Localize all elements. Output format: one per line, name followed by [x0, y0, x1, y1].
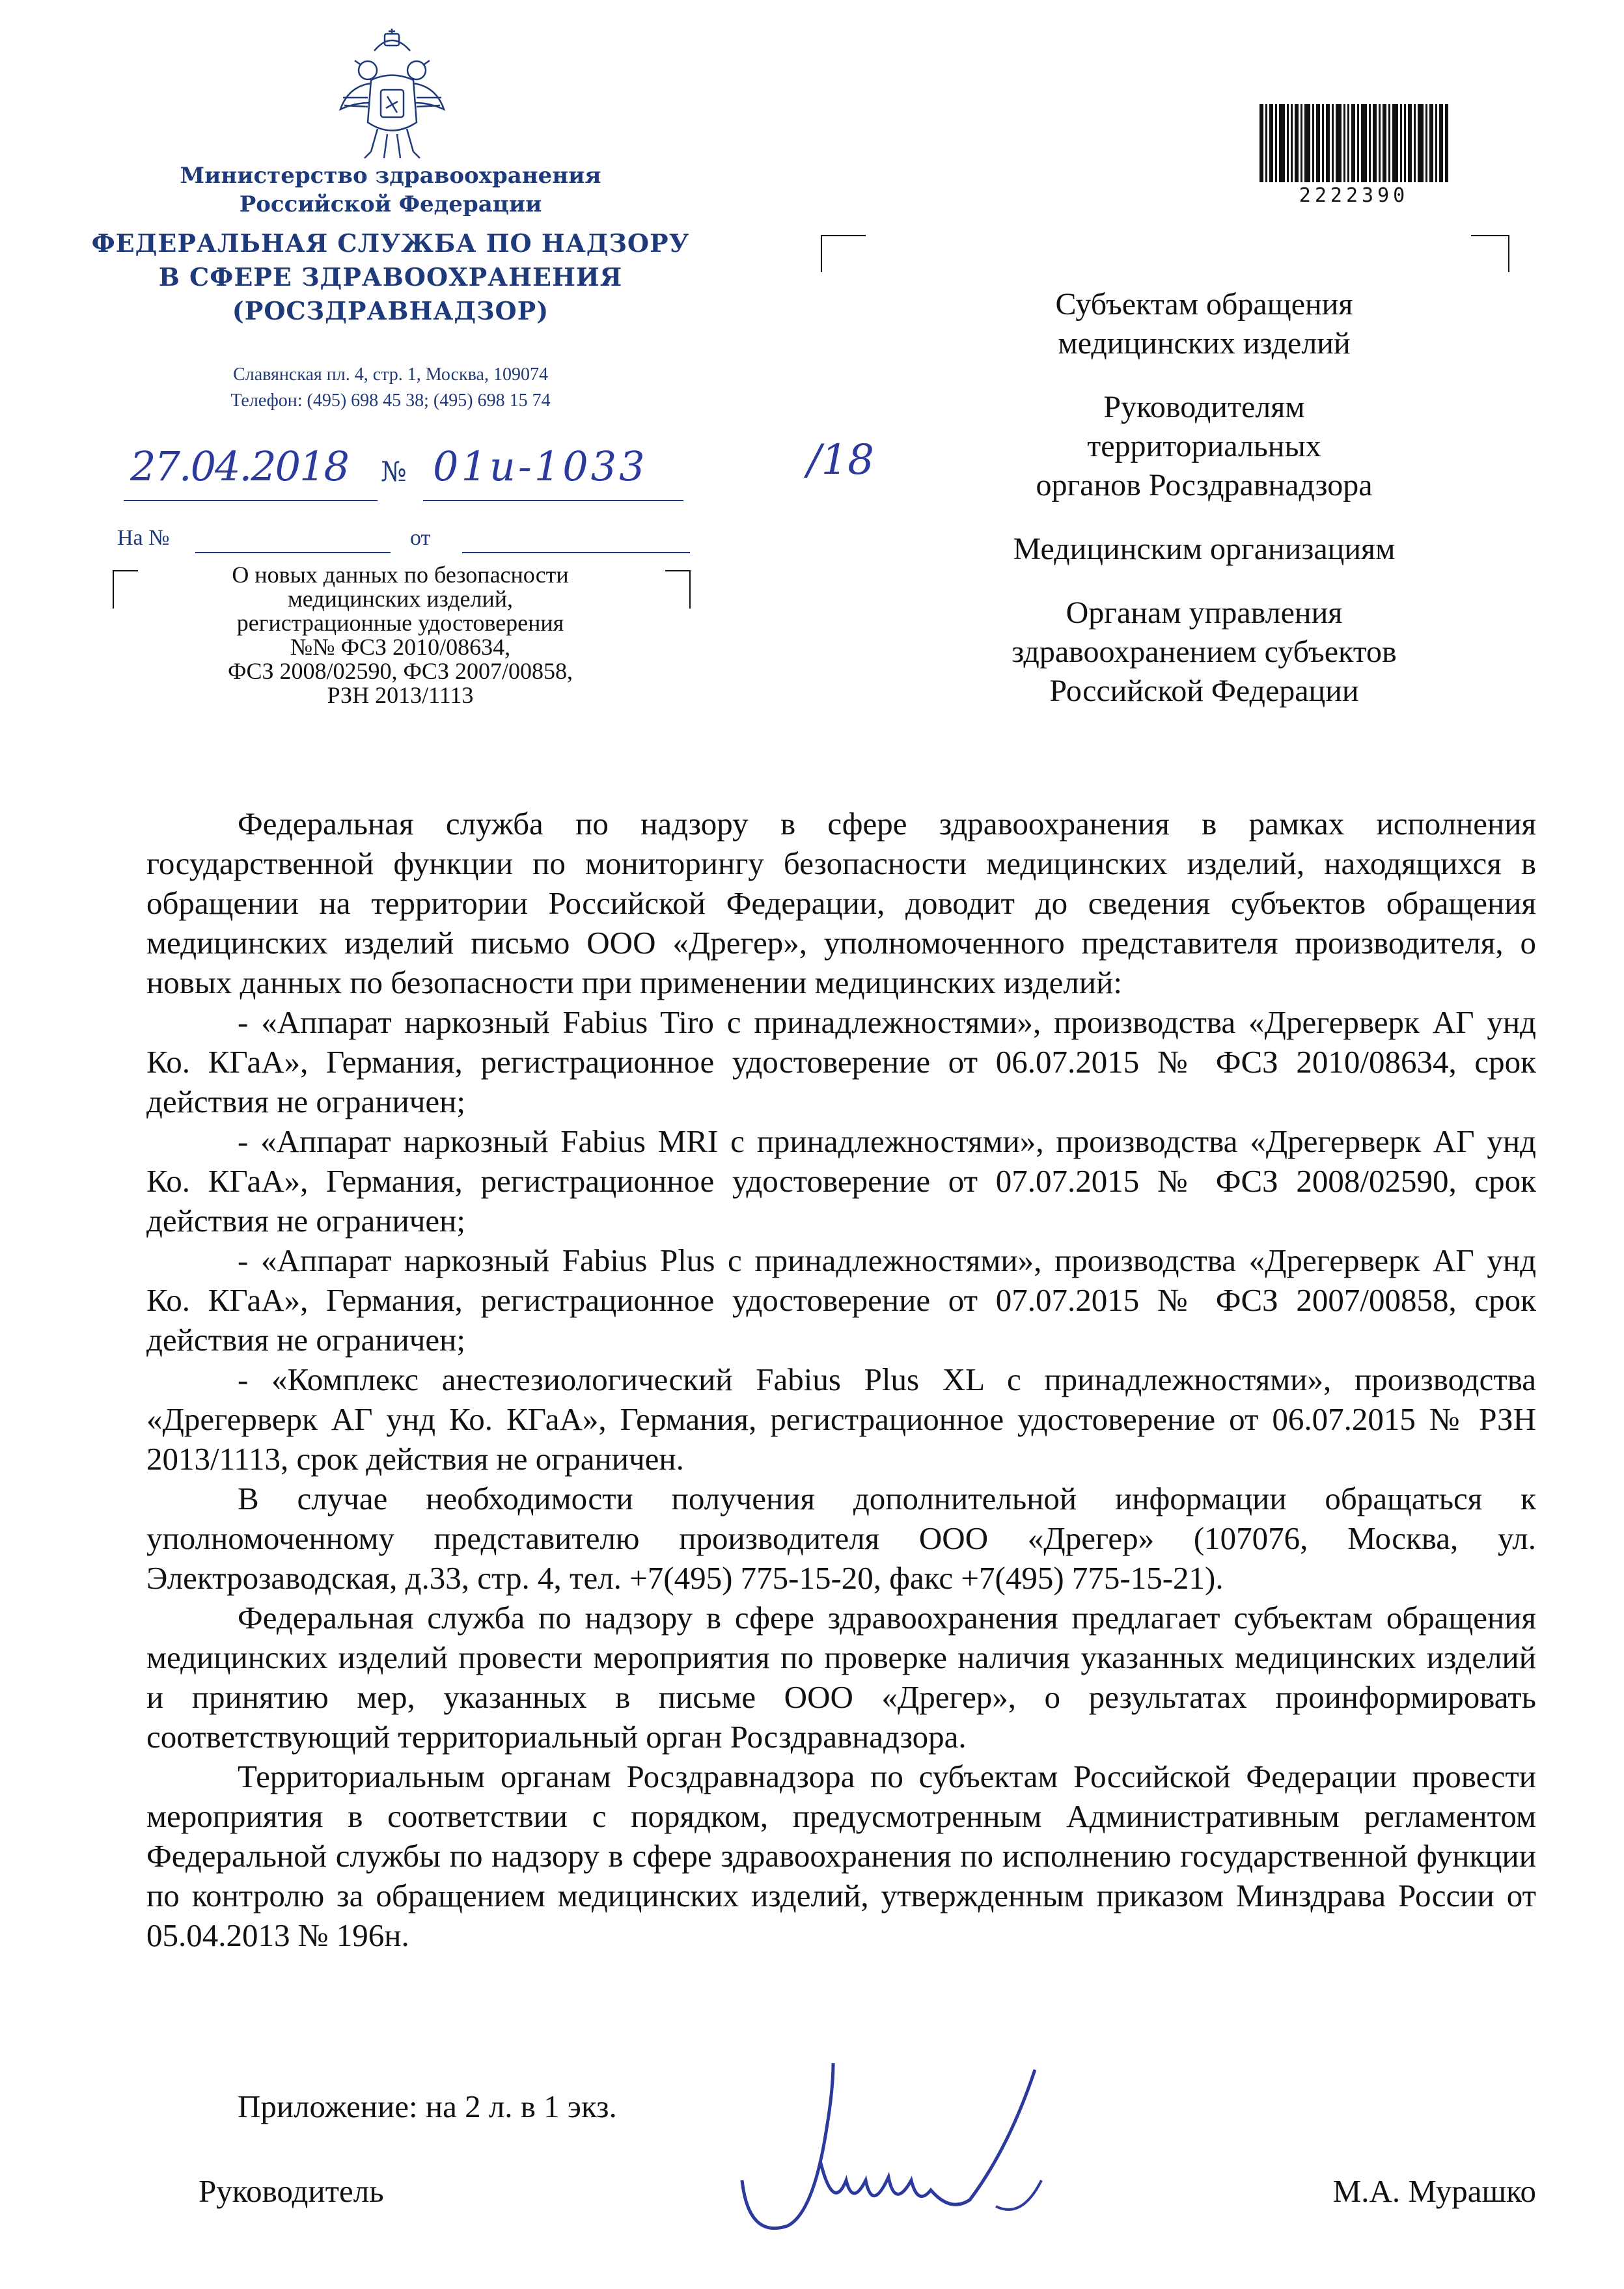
device-item: - «Аппарат наркозный Fabius Plus с принадлежностями», производства «Дрегерверк АГ унд Ко. КГаА», Германия, регистрационное удостоверение от 07.07.2015 № ФСЗ 2007/00858, срок действия не ограничен;: [146, 1242, 1536, 1358]
attachment-note: Приложение: на 2 л. в 1 экз.: [238, 2089, 617, 2124]
ministry-line: Министерство здравоохранения: [180, 163, 601, 189]
subject-line: регистрационные удостоверения: [236, 610, 564, 636]
recipient-line: органов Росздравнадзора: [1036, 468, 1373, 502]
service-line: В СФЕРЕ ЗДРАВООХРАНЕНИЯ: [158, 262, 623, 292]
service-name: [78, 226, 703, 328]
signer-position: Руководитель: [199, 2173, 384, 2209]
ot-blank: [462, 552, 690, 553]
address: Славянская пл. 4, стр. 1, Москва, 109074: [233, 364, 548, 385]
device-item: - «Аппарат наркозный Fabius Tiro с принадлежностями», производства «Дрегерверк АГ унд Ко. КГаА», Германия, регистрационное удостоверение от 06.07.2015 № ФСЗ 2010/08634, срок действия не ограничен;: [146, 1004, 1536, 1119]
subject-line: ФСЗ 2008/02590, ФСЗ 2007/00858,: [228, 658, 573, 684]
subject-block: [111, 563, 690, 707]
ministry-name: [130, 161, 651, 219]
subject-line: №№ ФСЗ 2010/08634,: [290, 634, 511, 660]
recipient-group: [879, 285, 1530, 363]
reference-line: [117, 526, 690, 557]
na-no-label: На №: [117, 526, 170, 550]
recipient-group: [879, 388, 1530, 505]
barcode-icon: [1259, 104, 1448, 182]
subject-line: медицинских изделий,: [287, 586, 514, 612]
recipient-group: [879, 530, 1530, 569]
coat-of-arms-icon: [335, 25, 449, 165]
recipient-line: Российской Федерации: [1049, 674, 1359, 708]
device-item: - «Аппарат наркозный Fabius MRI с принадлежностями», производства «Дрегерверк АГ унд Ко. КГаА», Германия, регистрационное удостоверение от 07.07.2015 № ФСЗ 2008/02590, срок действия не ограничен;: [146, 1123, 1536, 1239]
territorial-paragraph: Территориальным органам Росздравнадзора по субъектам Российской Федерации провести мероприятия в соответствии с порядком, предусмотренным Административным регламентом Федеральной службы по надзору в сфере здравоохранения по исполнению государственной функции по контролю за обращением медицинских изделий, утвержденным приказом Минздрава России от 05.04.2013 № 196н.: [146, 1759, 1536, 1953]
recipient-line: Руководителям: [1103, 390, 1305, 424]
recipients-block: [879, 285, 1530, 735]
device-item: - «Комплекс анестезиологический Fabius Plus XL с принадлежностями», производства «Дрегерверк АГ унд Ко. КГаА», Германия, регистрационное удостоверение от 06.07.2015 № РЗН 2013/1113, срок действия не ограничен.: [146, 1362, 1536, 1477]
recipient-line: Органам управления: [1066, 596, 1343, 630]
subject-line: О новых данных по безопасности: [232, 562, 569, 588]
registration-date: 27.04.2018: [130, 443, 348, 490]
registration-number: 01и-1033: [433, 443, 648, 490]
recipient-line: Субъектам обращения: [1055, 287, 1353, 322]
recipient-line: территориальных: [1087, 429, 1321, 463]
subject-line: РЗН 2013/1113: [327, 682, 474, 708]
recipient-line: медицинских изделий: [1058, 326, 1351, 361]
ministry-line: Российской Федерации: [239, 191, 542, 217]
recipient-line: Медицинским организациям: [1013, 532, 1396, 566]
recipient-group: [879, 594, 1530, 711]
phone: Телефон: (495) 698 45 38; (495) 698 15 74: [230, 391, 551, 411]
contact-paragraph: В случае необходимости получения дополнительной информации обращаться к уполномоченному представителю производителя ООО «Дрегер» (107076, Москва, ул. Электрозаводская, д.33, стр. 4, тел. +7(495) 775-15-20, факс +7(495) 775-15-21).: [146, 1481, 1536, 1596]
number-underline: [423, 500, 683, 501]
na-no-blank: [195, 552, 391, 553]
letter-body: [146, 804, 1536, 1955]
registration-year: /18: [807, 436, 874, 484]
barcode-number: 2222390: [1299, 184, 1409, 207]
number-sign: №: [381, 456, 407, 487]
signer-name: М.А. Мурашко: [1332, 2173, 1536, 2209]
contact-block: [130, 362, 651, 414]
intro-paragraph: Федеральная служба по надзору в сфере здравоохранения в рамках исполнения государственной функции по мониторингу безопасности медицинских изделий, находящихся в обращении на территории Российской Федерации, доводит до сведения субъектов обращения медицинских изделий письмо ООО «Дрегер», уполномоченного представителя производителя, о новых данных по безопасности при применении медицинских изделий:: [146, 806, 1536, 1000]
recipient-line: здравоохранением субъектов: [1012, 635, 1397, 669]
service-line: ФЕДЕРАЛЬНАЯ СЛУЖБА ПО НАДЗОРУ: [91, 228, 690, 258]
ot-label: от: [410, 526, 431, 550]
signature-icon: [736, 2050, 1100, 2245]
date-underline: [124, 500, 378, 501]
recipient-bracket: [820, 234, 1510, 273]
service-line: (РОСЗДРАВНАДЗОР): [232, 296, 549, 325]
signature-row: [199, 2172, 1536, 2210]
registration-line: [117, 436, 874, 501]
proposal-paragraph: Федеральная служба по надзору в сфере здравоохранения предлагает субъектам обращения медицинских изделий провести мероприятия по проверке наличия указанных медицинских изделий и принятию мер, указанных в письме ООО «Дрегер», о результатах проинформировать соответствующий территориальный орган Росздравнадзора.: [146, 1600, 1536, 1755]
